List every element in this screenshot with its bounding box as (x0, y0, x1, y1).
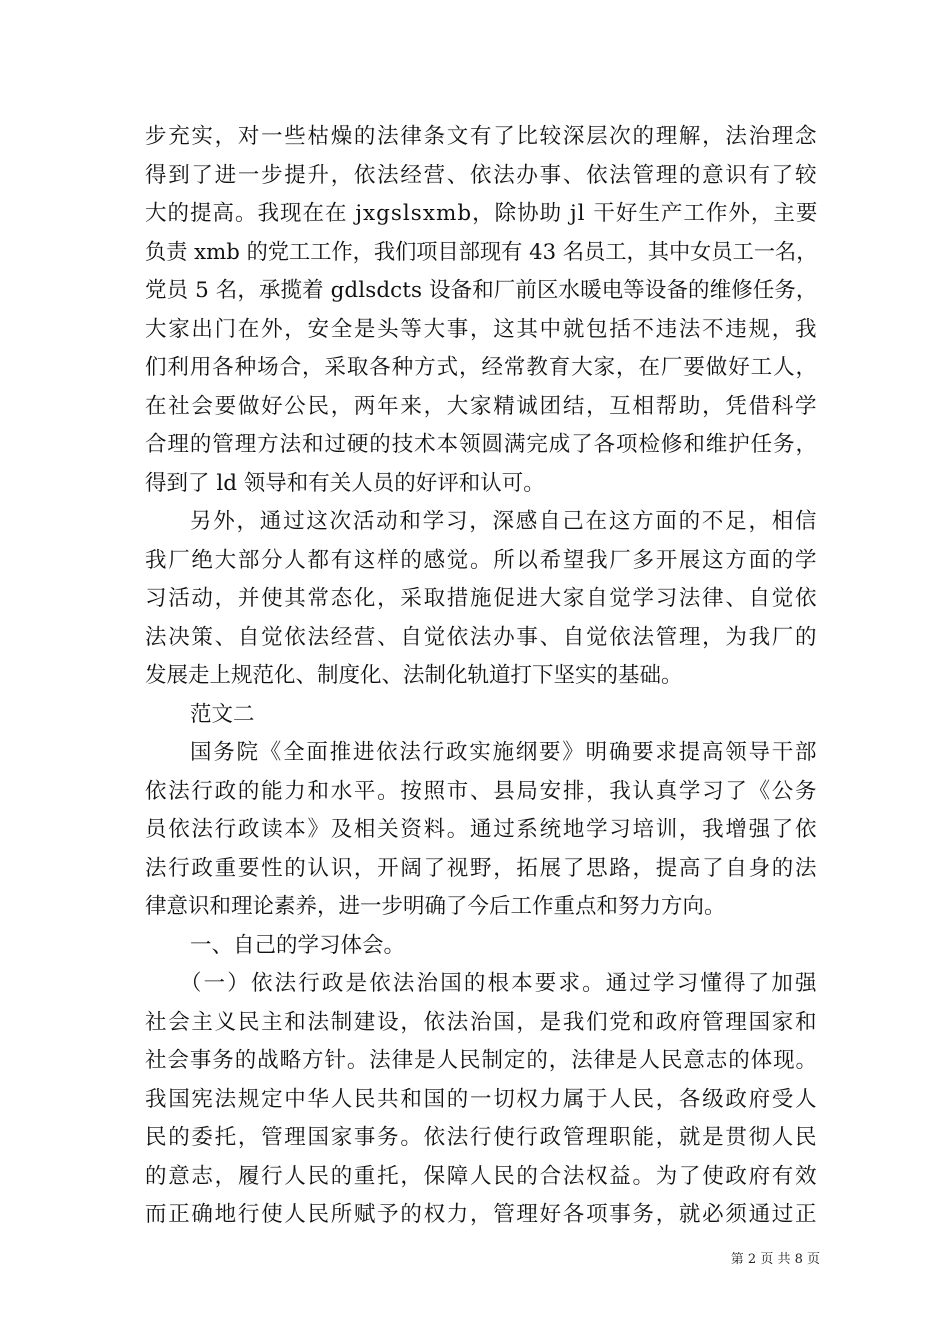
heading-text: 一、自己的学习体会。 (190, 932, 406, 958)
text-line (145, 426, 817, 465)
line-text: 我厂绝大部分人都有这样的感觉。所以希望我厂多开展这方面的学 (145, 547, 819, 573)
text-line (145, 503, 817, 542)
line-text: 党员 5 名，承揽着 gdlsdcts 设备和厂前区水暖电等设备的维修任务， (145, 278, 818, 303)
text-line (145, 157, 817, 196)
document-body (145, 118, 817, 1235)
line-text: 法行政重要性的认识，开阔了视野，拓展了思路，提高了自身的法 (145, 855, 819, 881)
line-text: 在社会要做好公民，两年来，大家精诚团结，互相帮助，凭借科学 (145, 393, 819, 419)
text-line (145, 811, 817, 850)
text-line (145, 465, 817, 504)
line-text: 社会主义民主和法制建设，依法治国，是我们党和政府管理国家和 (145, 1009, 819, 1035)
text-line (145, 1004, 817, 1043)
text-line (145, 657, 817, 696)
line-text: 律意识和理论素养，进一步明确了今后工作重点和努力方向。 (145, 894, 726, 919)
line-text: 的意志，履行人民的重托，保障人民的合法权益。为了使政府有效 (145, 1163, 819, 1189)
line-text: （一）依法行政是依法治国的根本要求。通过学习懂得了加强 (180, 971, 819, 996)
line-text: 合理的管理方法和过硬的技术本领圆满完成了各项检修和维护任务， (145, 432, 818, 457)
line-text: 习活动，并使其常态化，采取措施促进大家自觉学习法律、自觉依 (145, 586, 819, 611)
line-text: 发展走上规范化、制度化、法制化轨道打下坚实的基础。 (145, 663, 683, 688)
section-heading (145, 696, 817, 735)
line-text: 而正确地行使人民所赋予的权力，管理好各项事务，就必须通过正 (145, 1202, 819, 1227)
line-text: 大家出门在外，安全是头等大事，这其中就包括不违法不违规，我 (145, 316, 819, 342)
text-line (145, 1081, 817, 1120)
line-text: 社会事务的战略方针。法律是人民制定的，法律是人民意志的体现。 (145, 1048, 818, 1073)
line-text: 我国宪法规定中华人民共和国的一切权力属于人民，各级政府受人 (145, 1086, 819, 1112)
text-line (145, 234, 817, 273)
line-text: 得到了 ld 领导和有关人员的好评和认可。 (145, 470, 545, 496)
page-number: 第 2 页 共 8 页 (730, 1252, 820, 1267)
text-line (145, 272, 817, 311)
line-text: 负责 xmb 的党工工作，我们项目部现有 43 名员工，其中女员工一名， (145, 239, 818, 265)
text-line (145, 311, 817, 350)
line-text: 依法行政的能力和水平。按照市、县局安排，我认真学习了《公务 (145, 778, 819, 804)
line-text: 步充实，对一些枯燥的法律条文有了比较深层次的理解，法治理念 (145, 124, 819, 149)
line-text: 另外，通过这次活动和学习，深感自己在这方面的不足，相信 (190, 509, 819, 534)
text-line (145, 888, 817, 927)
line-text: 大的提高。我现在在 jxgslsxmb，除协助 jl 干好生产工作外，主要 (145, 201, 819, 226)
text-line (145, 734, 817, 773)
text-line (145, 349, 817, 388)
heading-text: 范文二 (190, 701, 255, 727)
text-line (145, 965, 817, 1004)
text-line (145, 1042, 817, 1081)
line-text: 们利用各种场合，采取各种方式，经常教育大家，在厂要做好工人， (145, 355, 818, 380)
line-text: 员依法行政读本》及相关资料。通过系统地学习培训，我增强了依 (145, 817, 819, 842)
text-line (145, 118, 817, 157)
text-line (145, 1158, 817, 1197)
text-line (145, 542, 817, 581)
line-text: 民的委托，管理国家事务。依法行使行政管理职能，就是贯彻人民 (145, 1125, 819, 1150)
line-text: 国务院《全面推进依法行政实施纲要》明确要求提高领导干部 (190, 740, 819, 765)
text-line (145, 388, 817, 427)
text-line (145, 580, 817, 619)
text-line (145, 1119, 817, 1158)
text-line (145, 1196, 817, 1235)
section-heading (145, 927, 817, 966)
text-line (145, 773, 817, 812)
text-line (145, 195, 817, 234)
text-line (145, 619, 817, 658)
line-text: 法决策、自觉依法经营、自觉依法办事、自觉依法管理，为我厂的 (145, 624, 819, 650)
text-line (145, 850, 817, 889)
line-text: 得到了进一步提升，依法经营、依法办事、依法管理的意识有了较 (145, 162, 819, 188)
